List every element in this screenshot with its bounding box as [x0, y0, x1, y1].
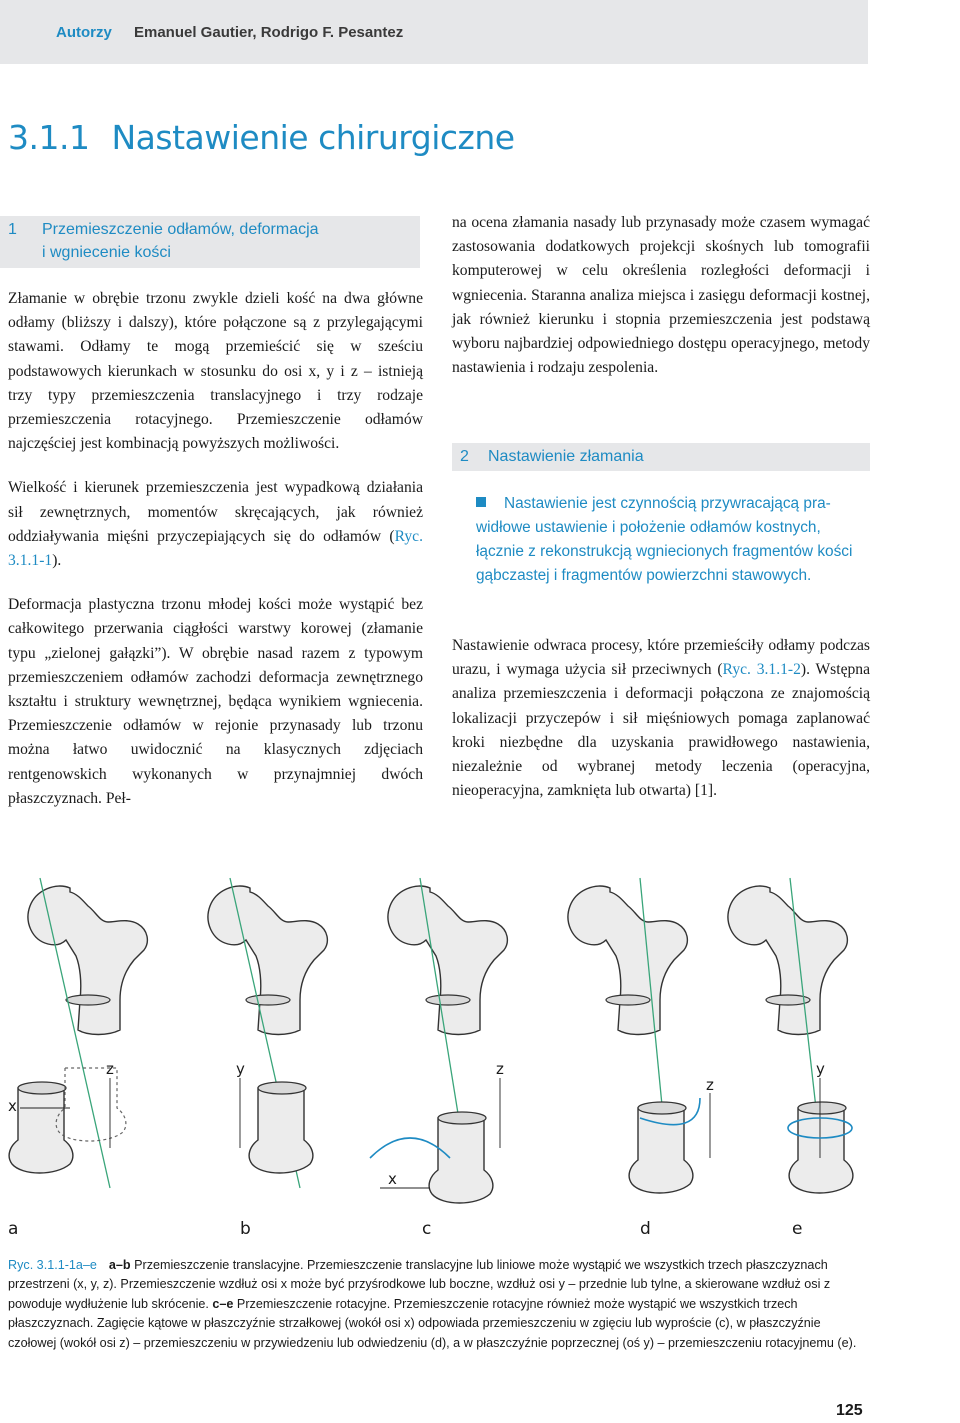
panel-label-d: d — [640, 1219, 651, 1239]
right-paragraph-2 — [452, 634, 870, 803]
panel-label-c: c — [422, 1219, 432, 1239]
chapter-number: 3.1.1 — [8, 118, 90, 157]
upper-bone-d — [568, 886, 687, 1034]
axis-label-y-e: y — [816, 1060, 825, 1078]
figure-caption — [8, 1256, 870, 1353]
section-2-number: 2 — [460, 448, 469, 465]
right-paragraph-1: na ocena złamania nasady lub przynasady może czasem wymagać zastosowania dodatkowych projekcji skośnych lub tomografii komputerowej w celu określenia rozległości deformacji i wgniecenia. Staranna analiza miejsca i zasięgu deformacji kostnej, jak również kierunku i stopnia przemieszczenia jest podstawą wyboru najbardziej odpowiedniego dostępu operacyjnego, metody nastawienia i rodzaju zespolenia. — [452, 214, 870, 377]
axis-label-z-d: z — [706, 1076, 714, 1094]
key-point-first-line: Nastawienie jest czynnością przywracającą pra- — [504, 495, 831, 512]
section-1-title-line2: i wgniecenie kości — [42, 244, 171, 261]
section-1-title-line1: Przemieszczenie odłamów, deformacja — [42, 221, 319, 238]
header-authors: Emanuel Gautier, Rodrigo F. Pesantez — [134, 24, 404, 41]
header-band — [0, 0, 868, 64]
right-paragraph-2-text-b: ). Wstępna analiza przemieszczenia i deformacji połączona ze znajomością lokalizacji przyczepów i sił mięśniowych pomaga zaplanować kroki niezbędne dla uzyskania prawidłowego nastawienia, niezależnie od wybranej metody leczenia (operacyjna, nieoperacyjna, zamknięta lub otwarta) [1]. — [452, 661, 871, 800]
caption-text-1: Przemieszczenie translacyjne. Przemieszczenie translacyjne lub liniowe może wystąpić we wszystkich trzech płaszczyznach przestrzeni (x, y, z). Przemieszczenie wzdłuż osi x może być przyśrodkowe lub boczne, wzdłuż osi y – przednie lub tylne, a skierowane wzdłuż osi z powoduje wydłużenie lub skrócenie. — [8, 1258, 831, 1311]
panel-label-e: e — [792, 1219, 803, 1239]
right-paragraph-2-text-a: Nastawienie odwraca procesy, które przemieściły odłamy podczas urazu, i wymaga użycia sił przeciwnych ( — [452, 637, 870, 679]
caption-bold-2: c–e — [212, 1296, 234, 1311]
section-2-heading — [452, 443, 870, 471]
figure-reference-link[interactable]: Ryc. 3.1.1-1 — [8, 527, 423, 570]
lower-bone-a — [9, 1082, 73, 1173]
panel-label-b: b — [240, 1219, 251, 1239]
caption-bold-1: a–b — [108, 1258, 131, 1272]
upper-bone-a — [28, 886, 147, 1034]
section-1-heading — [0, 216, 420, 268]
lower-bone-d — [629, 1102, 693, 1193]
figure-reference-link-2[interactable]: Ryc. 3.1.1-2 — [722, 661, 801, 679]
axis-direction-lines — [20, 1078, 820, 1188]
page-number: 125 — [836, 1402, 863, 1419]
lower-bone-b — [249, 1082, 313, 1173]
axis-label-x-a: x — [8, 1097, 17, 1115]
chapter-title-text: Nastawienie chirurgiczne — [111, 118, 515, 157]
axis-label-z-a: z — [106, 1060, 114, 1078]
header-label: Autorzy — [56, 24, 112, 41]
left-paragraph-2-text: Wielkość i kierunek przemieszczenia jest wypadkową działania sił zewnętrznych, momentów skręcających, jak również oddziaływania mięśni przyczepiających się do odłamów ( — [8, 479, 423, 545]
section-1-number: 1 — [8, 221, 17, 238]
axis-label-x-c: x — [388, 1170, 397, 1188]
upper-bone-e — [728, 886, 847, 1034]
section-2-title: Nastawienie złamania — [488, 448, 644, 465]
right-column-bottom — [452, 634, 870, 823]
caption-id: Ryc. 3.1.1-1a–e — [8, 1258, 97, 1272]
lower-bone-c — [429, 1112, 493, 1203]
panel-label-a: a — [8, 1219, 19, 1239]
lower-bone-e — [789, 1102, 853, 1193]
margin-strip — [868, 0, 960, 1423]
left-paragraph-1: Złamanie w obrębie trzonu zwykle dzieli kość na dwa główne odłamy (bliższy i dalszy), które połączone są z przylegającymi stawami. Odłamy te mogą przemieścić się w sześciu podstawowych kierunkach w stosunku do osi x, y i z – istnieją trzy typy przemieszczenia translacyjnego i trzy rodzaje przemieszczenia rotacyjnego. Przemieszczenie odłamów najczęściej jest kombinacją powyższych możliwości. — [8, 290, 423, 453]
upper-bone-c — [388, 886, 507, 1034]
key-point-bullet-icon — [476, 497, 486, 507]
left-paragraph-2-end: ). — [52, 552, 62, 570]
key-point-box — [452, 492, 872, 588]
chapter-title — [8, 118, 515, 157]
upper-bone-b — [208, 886, 327, 1034]
femur-displacement-figure — [0, 858, 870, 1248]
left-paragraph-2 — [8, 476, 423, 573]
left-column — [8, 287, 423, 831]
right-column-top — [452, 211, 870, 400]
axis-label-z-c: z — [496, 1060, 504, 1078]
axis-label-y-b: y — [236, 1060, 245, 1078]
key-point-text: widłowe ustawienie i położenie odłamów kostnych, łącznie z rekonstrukcją wgniecionych fragmentów kości gąbczastej i fragmentów powierzchni stawowych. — [476, 519, 853, 584]
caption-text-2: Przemieszczenie rotacyjne. Przemieszczenie rotacyjne również może wystąpić we wszystkich trzech płaszczyznach. Zagięcie kątowe w płaszczyźnie strzałkowej (wokół osi x) odpowiada przemieszczeniu w zgięciu lub wyproście (c), w płaszczyźnie czołowej (wokół osi z) – przemieszczeniu w przywiedzeniu lub odwiedzeniu (d), a w płaszczyźnie poprzecznej (oś y) – przemieszczeniu rotacyjnemu (e). — [8, 1296, 857, 1350]
left-paragraph-3: Deformacja plastyczna trzonu młodej kości może wystąpić bez całkowitego przerwania ciągłości warstwy korowej (złamanie typu „zielonej gałązki”). W obrębie nasad razem z typowym przemieszczeniem odłamów zachodzi deformacja zewnętrznego kształtu i struktury wewnętrznej, będąca wynikiem wgniecenia. Przemieszczenie odłamów w rejonie przynasady lub trzonu można łatwo uwidocznić na klasycznych zdjęciach rentgenowskich wykonanych w przynajmniej dwóch płaszczyznach. Peł- — [8, 596, 423, 807]
